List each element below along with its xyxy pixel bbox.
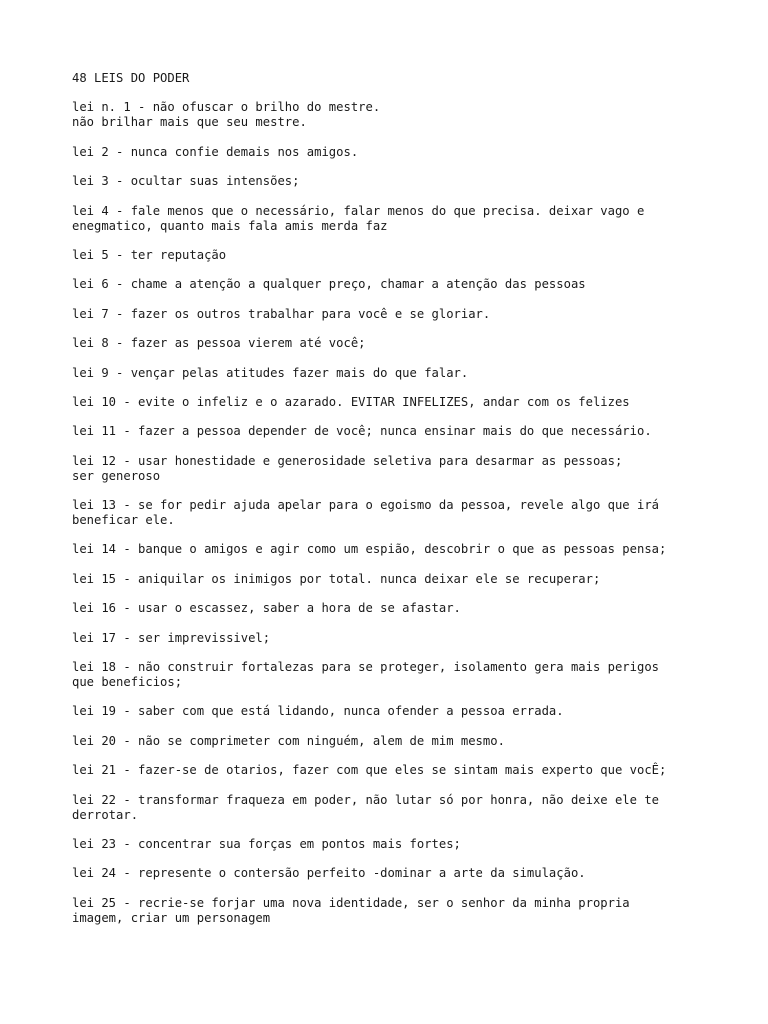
law-item [72, 100, 712, 130]
law-line: lei 10 - evite o infeliz e o azarado. EVITAR INFELIZES, andar com os felizes [72, 394, 630, 409]
law-item [72, 734, 712, 749]
law-line: lei 22 - transformar fraqueza em poder, não lutar só por honra, não deixe ele te [72, 792, 659, 807]
law-line: lei 13 - se for pedir ajuda apelar para o egoismo da pessoa, revele algo que irá [72, 498, 659, 513]
law-line: lei 7 - fazer os outros trabalhar para você e se gloriar. [72, 306, 491, 321]
law-item [72, 366, 712, 381]
law-item [72, 896, 712, 926]
law-line: lei 19 - saber com que está lidando, nunca ofender a pessoa errada. [72, 704, 564, 719]
law-item [72, 601, 712, 616]
law-line: lei 4 - fale menos que o necessário, falar menos do que precisa. deixar vago e [72, 203, 645, 218]
law-item [72, 395, 712, 410]
law-line: derrotar. [72, 807, 139, 822]
law-item [72, 424, 712, 439]
law-line: lei 2 - nunca confie demais nos amigos. [72, 144, 359, 159]
law-line: beneficar ele. [72, 513, 175, 528]
law-line: lei 25 - recrie-se forjar uma nova identidade, ser o senhor da minha propria [72, 895, 630, 910]
law-item [72, 307, 712, 322]
law-line: lei 12 - usar honestidade e generosidade seletiva para desarmar as pessoas; [72, 453, 623, 468]
law-item [72, 248, 712, 263]
law-line: que beneficios; [72, 675, 183, 690]
law-item [72, 837, 712, 852]
law-line: lei 16 - usar o escassez, saber a hora de se afastar. [72, 601, 461, 616]
law-item [72, 336, 712, 351]
law-line: ser generoso [72, 468, 161, 483]
law-line: lei 3 - ocultar suas intensões; [72, 174, 300, 189]
law-line: lei 11 - fazer a pessoa depender de você; nunca ensinar mais do que necessário. [72, 424, 652, 439]
law-item [72, 204, 712, 234]
law-line: imagem, criar um personagem [72, 910, 271, 925]
law-line: lei 5 - ter reputação [72, 247, 227, 262]
law-item [72, 542, 712, 557]
law-line: lei 20 - não se comprimeter com ninguém, alem de mim mesmo. [72, 733, 505, 748]
document-page [72, 71, 712, 940]
law-line: lei n. 1 - não ofuscar o brilho do mestre. [72, 100, 381, 115]
law-line: lei 18 - não construir fortalezas para se proteger, isolamento gera mais perigos [72, 660, 659, 675]
law-item [72, 763, 712, 778]
law-item [72, 866, 712, 881]
law-line: lei 6 - chame a atenção a qualquer preço, chamar a atenção das pessoas [72, 277, 586, 292]
document-title: 48 LEIS DO PODER [72, 71, 190, 85]
law-item [72, 174, 712, 189]
law-line: não brilhar mais que seu mestre. [72, 115, 307, 130]
law-item [72, 145, 712, 160]
law-item [72, 704, 712, 719]
law-line: enegmatico, quanto mais fala amis merda faz [72, 218, 388, 233]
law-item [72, 631, 712, 646]
law-line: lei 24 - represente o contersão perfeito -dominar a arte da simulação. [72, 866, 586, 881]
law-item [72, 277, 712, 292]
law-item [72, 793, 712, 823]
law-line: lei 9 - vençar pelas atitudes fazer mais do que falar. [72, 365, 469, 380]
law-item [72, 498, 712, 528]
law-item [72, 660, 712, 690]
law-item [72, 572, 712, 587]
law-line: lei 14 - banque o amigos e agir como um espião, descobrir o que as pessoas pensa; [72, 542, 667, 557]
law-line: lei 21 - fazer-se de otarios, fazer com que eles se sintam mais experto que vocÊ; [72, 763, 667, 778]
law-line: lei 23 - concentrar sua forças em pontos mais fortes; [72, 836, 461, 851]
law-line: lei 15 - aniquilar os inimigos por total. nunca deixar ele se recuperar; [72, 571, 601, 586]
law-list [72, 100, 712, 925]
law-line: lei 17 - ser imprevissivel; [72, 630, 271, 645]
law-line: lei 8 - fazer as pessoa vierem até você; [72, 336, 366, 351]
law-item [72, 454, 712, 484]
